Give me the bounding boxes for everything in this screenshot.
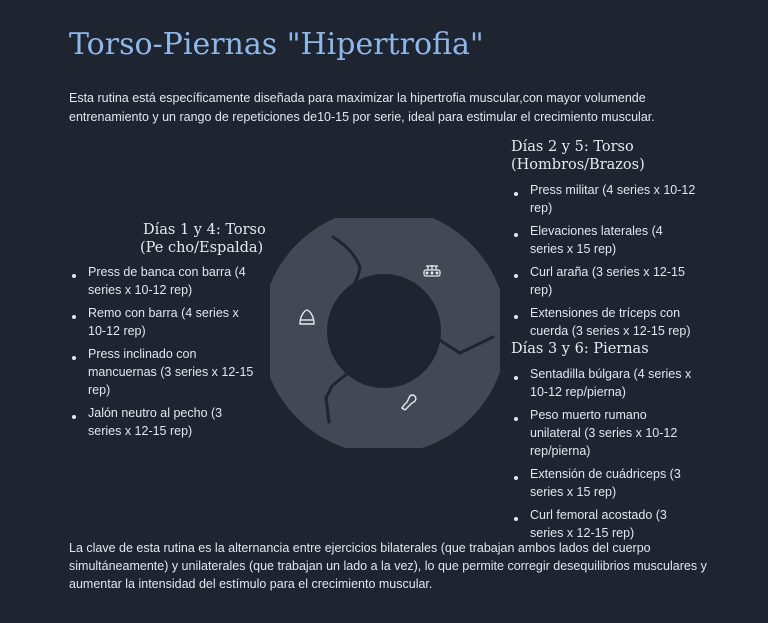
list-item: Press militar (4 series x 10-12 rep) [512, 181, 697, 217]
list-item: Sentadilla búlgara (4 series x 10-12 rep/pierna) [512, 365, 697, 401]
list-item: Curl araña (3 series x 12-15 rep) [512, 263, 697, 299]
list-item: Jalón neutro al pecho (3 series x 12-15 rep) [70, 404, 255, 440]
list-item: Curl femoral acostado (3 series x 12-15 rep) [512, 506, 697, 542]
list-item: Remo con barra (4 series x 10-12 rep) [70, 304, 255, 340]
list-torso-pecho [70, 263, 255, 445]
donut-ring [294, 241, 474, 421]
cycle-donut [270, 218, 500, 448]
page-title: Torso-Piernas "Hipertrofia" [69, 27, 484, 62]
list-piernas [512, 365, 697, 547]
list-item: Extensiones de tríceps con cuerda (3 series x 12-15 rep) [512, 304, 697, 340]
section-title-torso-pecho [140, 221, 280, 257]
section-title-line2: (Hombros/Brazos) [511, 157, 645, 173]
list-torso-hombros [512, 181, 697, 345]
section-title-line1: Días 1 y 4: Torso [143, 222, 266, 238]
list-item: Press de banca con barra (4 series x 10-12 rep) [70, 263, 255, 299]
section-title-piernas [511, 340, 711, 358]
section-title-torso-hombros [511, 138, 711, 174]
list-item: Extensión de cuádriceps (3 series x 15 rep) [512, 465, 697, 501]
list-item: Peso muerto rumano unilateral (3 series x 10-12 rep/pierna) [512, 406, 697, 460]
section-title-line1: Días 3 y 6: Piernas [511, 341, 649, 357]
outro-text: La clave de esta rutina es la alternancia entre ejercicios bilaterales (que trabajan ambos lados del cuerpo simultáneamente) y unilaterales (que trabajan un lado a la vez), lo que permite corregir desequilibrios musculares y aumentar la intensidad del estímulo para el crecimiento muscular. [69, 541, 707, 591]
section-title-line2: (Pe cho/Espalda) [140, 240, 264, 256]
list-item: Elevaciones laterales (4 series x 15 rep) [512, 222, 697, 258]
intro-text: Esta rutina está específicamente diseñada para maximizar la hipertrofia muscular,con mayor volumende entrenamiento y un rango de repeticiones de10-15 por serie, ideal para estimular el crecimiento muscular. [69, 91, 655, 124]
section-title-line1: Días 2 y 5: Torso [511, 139, 634, 155]
list-item: Press inclinado con mancuernas (3 series x 12-15 rep) [70, 345, 255, 399]
